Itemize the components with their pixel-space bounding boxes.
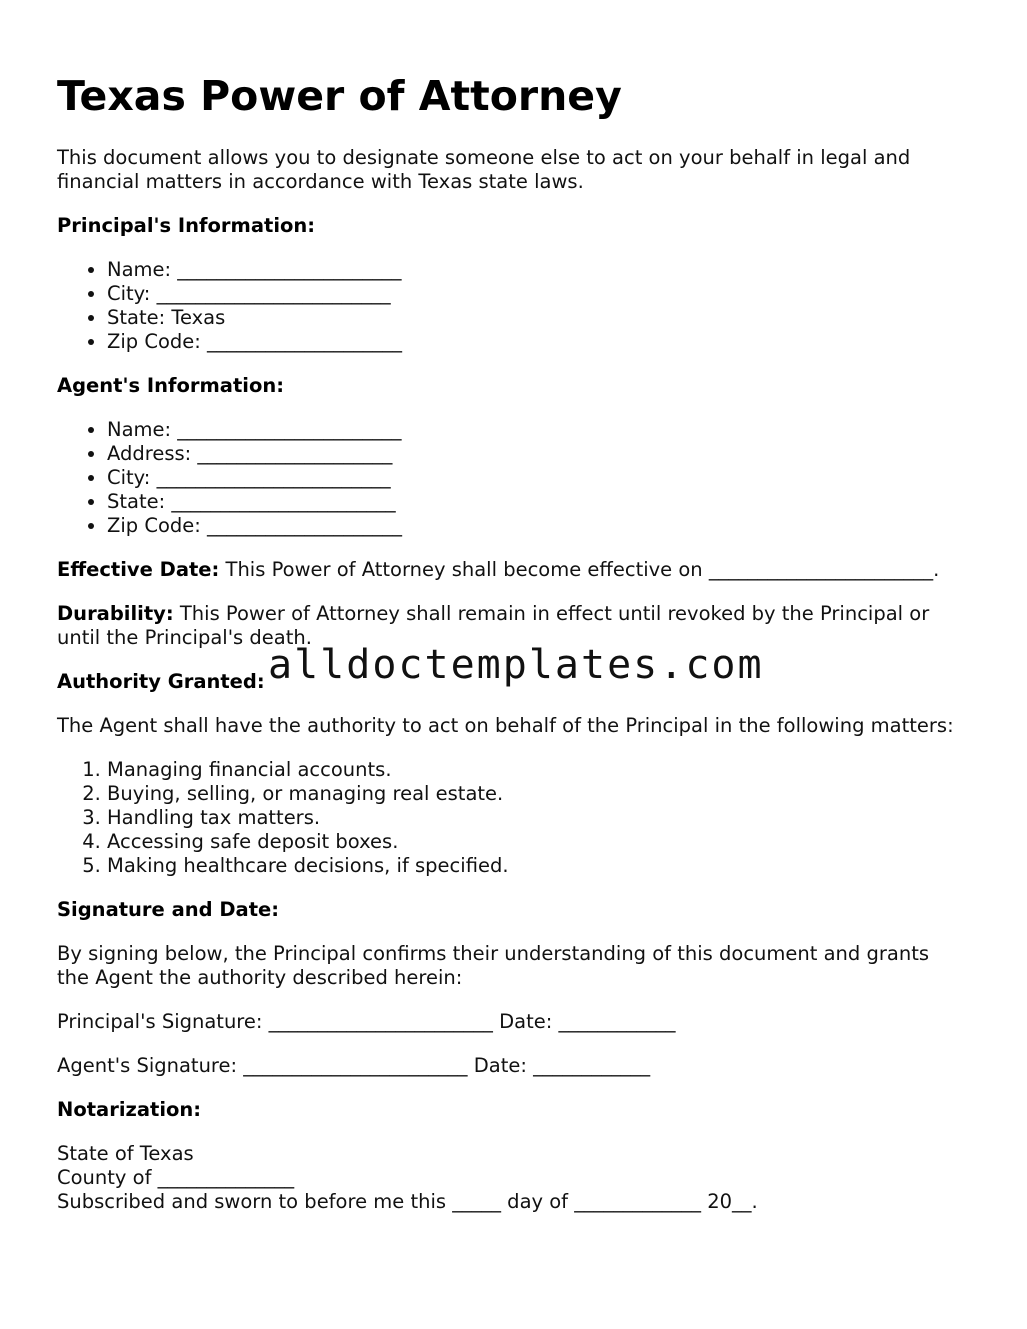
authority-item: 5. Making healthcare decisions, if specified. (107, 854, 967, 878)
agent-state-field: • State: _______________________ (107, 490, 967, 514)
agent-info-list (57, 418, 967, 538)
agent-signature-line: Agent's Signature: _______________________ Date: ____________ (57, 1054, 651, 1077)
principal-section-heading (57, 214, 967, 238)
effective-date-label: Effective Date: (57, 558, 220, 581)
authority-intro: The Agent shall have the authority to act on behalf of the Principal in the following matters: (57, 714, 954, 737)
notarization-block (57, 1142, 967, 1214)
signature-heading-label: Signature and Date: (57, 898, 280, 921)
principal-name-field: • Name: _______________________ (107, 258, 967, 282)
principal-info-list (57, 258, 967, 354)
watermark-text: alldoctemplates.com (268, 642, 764, 688)
effective-date-text: This Power of Attorney shall become effective on _______________________. (219, 558, 940, 581)
agent-address-field: • Address: ____________________ (107, 442, 967, 466)
agent-heading-label: Agent's Information: (57, 374, 285, 397)
effective-date-paragraph (57, 558, 967, 582)
durability-paragraph (57, 602, 967, 650)
agent-name-field: • Name: _______________________ (107, 418, 967, 442)
principal-heading-label: Principal's Information: (57, 214, 316, 237)
principal-zip-field: • Zip Code: ____________________ (107, 330, 967, 354)
authority-heading-label: Authority Granted: (57, 670, 265, 693)
agent-section-heading (57, 374, 967, 398)
notary-county-line: County of ______________ (57, 1166, 295, 1189)
document-page (57, 68, 967, 1214)
authority-section-heading (57, 670, 967, 694)
authority-list (57, 758, 967, 878)
principal-city-field: • City: ________________________ (107, 282, 967, 306)
notary-state-line: State of Texas (57, 1142, 194, 1165)
authority-item: 4. Accessing safe deposit boxes. (107, 830, 967, 854)
notarization-section-heading (57, 1098, 967, 1122)
agent-zip-field: • Zip Code: ____________________ (107, 514, 967, 538)
signature-section-heading (57, 898, 967, 922)
principal-signature-line: Principal's Signature: _______________________ Date: ____________ (57, 1010, 676, 1033)
authority-item: 3. Handling tax matters. (107, 806, 967, 830)
agent-city-field: • City: ________________________ (107, 466, 967, 490)
durability-text: This Power of Attorney shall remain in effect until revoked by the Principal or until the Principal's death. (57, 602, 930, 649)
principal-state-field: • State: Texas (107, 306, 967, 330)
intro-paragraph: This document allows you to designate someone else to act on your behalf in legal and financial matters in accordance with Texas state laws. (57, 146, 911, 193)
authority-item: 1. Managing financial accounts. (107, 758, 967, 782)
durability-label: Durability: (57, 602, 174, 625)
document-title: Texas Power of Attorney (57, 72, 622, 120)
signature-intro: By signing below, the Principal confirms their understanding of this document and grants the Agent the authority described herein: (57, 942, 930, 989)
notary-sworn-line: Subscribed and sworn to before me this _____ day of _____________ 20__. (57, 1190, 758, 1213)
notarization-heading-label: Notarization: (57, 1098, 202, 1121)
authority-item: 2. Buying, selling, or managing real estate. (107, 782, 967, 806)
